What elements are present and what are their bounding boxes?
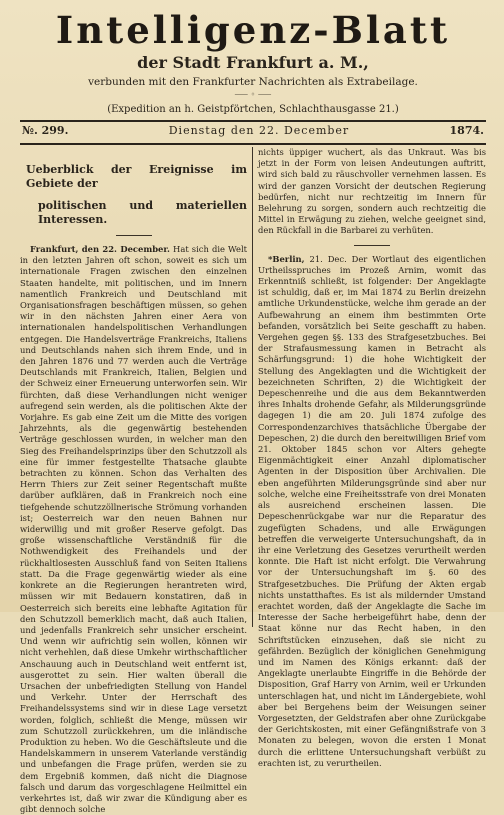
newspaper-subline: verbunden mit den Frankfurter Nachrichten als Extrabeilage. — [88, 76, 418, 88]
expedition-address: (Expedition an h. Geistpförtchen, Schlachthausgasse 21.) — [107, 104, 399, 115]
heading-separator — [116, 235, 152, 236]
newspaper-title: Intelligenz-Blatt — [55, 8, 451, 52]
article-text: Hat sich die Welt in den letzten Jahren oft schon, soweit es sich um internationale Fragen zwischen den einzelnen Staaten handelte, mit politischen, und im Innern namentlich Frankreich und Deutschland mit Organisationsfragen beschäftigen müssen, so gehen wir in den nächsten Jahren einer Aera von internationalen handelspolitischen Verhandlungen entgegen. Die Handelsverträge Frankreichs, Italiens und Deutschlands nahen sich ihrem Ende, und in den Jahren 1876 und 77 werden auch die Verträge Deutschlands mit Frankreich, Italien, Belgien und der Schweiz einer Erneuerung unterworfen sein. Wir fürchten, daß diese Verhandlungen nicht weniger aufregend sein werden, als die politischen Akte der Vorjahre. Es gab eine Zeit um die Mitte des vorigen Jahrzehnts, als die gegenwärtig bestehenden Verträge geschlossen wurden, in welcher man den Sieg des Freihandelsprinzips über den Schutzzoll als eine für immer festgestellte Thatsache glaubte betrachten zu können. Schon das Verhalten des Herrn Thiers zur Zeit seiner Regentschaft mußte darüber aufklären, daß in Frankreich noch eine tiefgehende schutzzöllnerische Strömung vorhanden ist; Oesterreich war den neuen Bahnen nur widerwillig und mit großer Reserve gefolgt. Das große wissenschaftliche Verständniß für die Nothwendigkeit des Freihandels und der rückhaltlosesten Ausschluß fand von Seiten Italiens statt. Da die Frage gegenwärtig wieder als eine konkrete an die Regierungen herantreten wird, müssen wir mit Bedauern konstatiren, daß in Oesterreich sich bereits eine lebhafte Agitation für den Schutzzoll bemerklich macht, daß auch Italien, und jedenfalls Frankreich sehr unsicher erscheint. Und wenn wir aufrichtig sein wollen, können wir nicht verhehlen, daß diese Umkehr wirthschaftlicher Anschauung auch in Deutschland weit entfernt ist, ausgerottet zu sein. Hier walten überall die Ursachen der unbefriedigten Stellung von Handel und Verkehr. Unter der Herrschaft des Freihandelssystems sind wir in diese Lage versetzt worden, folglich, schließt die Menge, müssen wir zum Schutzzoll zurückkehren, um die inländische Produktion zu heben. Wo die Geschäftsleute und die Handelskammern in unserem Vaterlande verständig und unbefangen die Frage prüfen, werden sie zu dem Ergebniß kommen, daß nicht die Diagnose falsch und darum das vorgeschlagene Heilmittel ein verkehrtes ist, daß wir zwar die Kündigung aber es gibt dennoch solche — [20, 244, 247, 815]
article-dateline: Frankfurt, den 22. December. — [30, 244, 170, 254]
column-separator — [354, 245, 390, 246]
berlin-report — [258, 254, 486, 769]
ornament-divider: ⸺ ◦ ⸺ — [234, 90, 272, 99]
article-columns — [20, 147, 486, 815]
right-column — [253, 147, 486, 768]
berlin-text: 21. Dec. Der Wortlaut des eigentlichen Urtheilsspruches im Prozeß Arnim, womit das Erkenntniß schließt, ist folgender: Der Angeklagte ist schuldig, daß er, im Mai 1874 zu Berlin dreizehn amtliche Urkundenstücke, welche ihm gerade an der Aufbewahrung an einem ihm bestimmten Orte befanden, vorsätzlich bei Seite geschafft zu haben. Vergehen gegen §§. 133 des Strafgesetzbuches. Bei der Strafausmessung kamen in Betracht als Schärfungsgrund: 1) die hohe Wichtigkeit der Stellung des Angeklagten und die Wichtigkeit der bezeichneten Schriften, 2) die Wichtigkeit der Depeschenreihe und die aus dem Bekanntwerden ihres Inhalts drohende Gefahr, als Milderungsgründe dagegen 1) die am 20. Juli 1874 zufolge des Correspondenzarchives thatsächliche Übergabe der Depeschen, 2) die durch den bereitwilligen Brief vom 21. Oktober 1845 schon vor Alters gehegte Eigenmächtigkeit einer Anzahl diplomatischer Agenten in der Disposition über Archivalien. Die eben angeführten Milderungsgründe sind aber nur solche, welche eine Freiheitsstrafe von drei Monaten als ausreichend erscheinen lassen. Die Depeschenrückgabe war nur die Reparatur des zugefügten Schadens, und alle Erwägungen betreffen die verweigerte Untersuchungshaft, da in ihr eine Verletzung des Gesetzes verurtheilt werden konnte. Die Haft ist nicht erfolgt. Die Verwahrung vor der Untersuchungshaft im §. 60 des Strafgesetzbuches. Die Prüfung der Akten ergab nichts unstatthaftes. Es ist als mildernder Umstand erachtet worden, daß der Angeklagte die Sache im Interesse der Sache herbeigeführt habe, denn der Staat könne nur das Recht haben, in den Schriftstücken einzusehen, daß sie nicht zu gefährden. Bezüglich der königlichen Genehmigung und im Namen des Königs erkannt: daß der Angeklagte unerlaubte Eingriffe in die Behörde der Disposition, Graf Harry von Arnim, weil er Urkunden unterschlagen hat, und nicht im Ländergebiete, wohl aber bei Bergehens beim der Weisungen seiner Vorgesetzten, der Geldstrafen aber ohne Zurückgabe der Gerichtskosten, mit einer Gefängnißstrafe von 3 Monaten zu belegen, wovon die ersten 1 Monat durch die erlittene Untersuchungshaft verbüßt zu erachten ist, zu verurtheilen. — [258, 253, 486, 768]
issue-date: Dienstag den 22. December — [168, 124, 350, 137]
article-heading-line2: politischen und materiellen Interessen. — [38, 199, 247, 226]
berlin-dateline: *Berlin, — [268, 253, 305, 264]
masthead — [20, 8, 486, 117]
issue-year: 1874. — [449, 124, 484, 137]
header-rule-bottom — [20, 143, 486, 145]
continuation-text: nichts üppiger wuchert, als das Unkraut. Was bis jetzt in der Form von leisen Andeutungen auftritt, wird sich bald zu räuschvoller vernehmen lassen. Es wird der ganzen Vorsicht der deutschen Regierung bedürfen, nicht nur rechtzeitig im Innern für Belehrung zu sorgen, sondern auch rechtzeitig die Mittel in Erwägung zu ziehen, welche geeignet sind, den Rückfall in die Barbarei zu verhüten. — [258, 147, 486, 236]
article-heading-line1: Ueberblick der Ereignisse im Gebiete der — [26, 163, 247, 190]
left-column — [20, 147, 253, 815]
article-body — [20, 244, 247, 815]
issue-bar — [20, 122, 486, 140]
newspaper-subtitle: der Stadt Frankfurt a. M., — [137, 53, 369, 72]
issue-number: №. 299. — [22, 124, 69, 137]
